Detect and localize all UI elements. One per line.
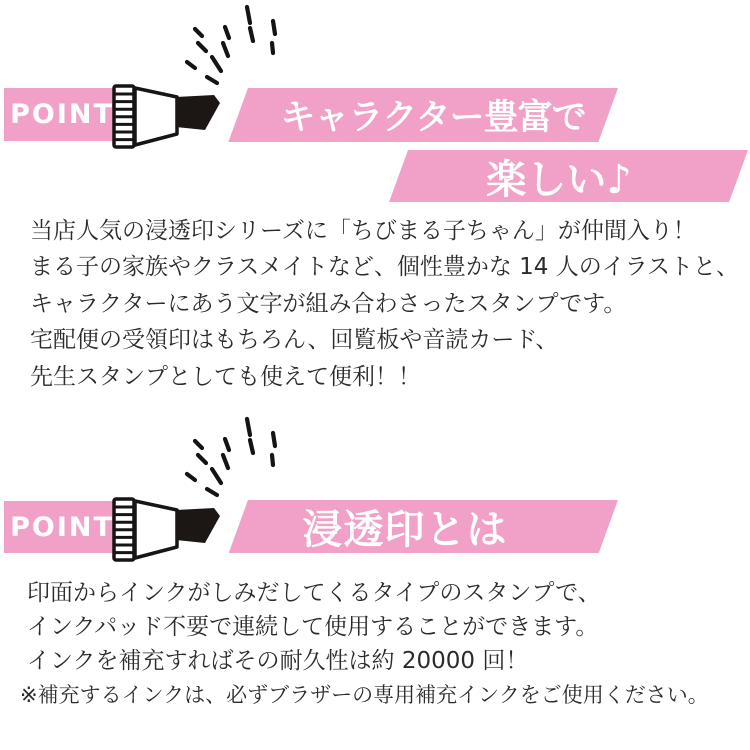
text-line: 宅配便の受領印はもちろん、回覧板や音読カード、 [30,327,559,354]
text-line: インクを補充すればその耐久性は約 20000 回！ [27,648,529,674]
text-line: まる子の家族やクラスメイトなど、個性豊かな 14 人のイラストと、 [30,254,740,281]
text-line: キャラクターにあう文字が組み合わさったスタンプです。 [30,290,627,317]
marker-pen-icon [110,81,228,153]
description-1 [30,213,739,395]
text-line: インクパッド不要で連続して使用することができます。 [27,614,599,640]
sparkle-rays-icon [172,2,290,90]
text-line: 印面からインクがしみだしてくるタイプのスタンプで、 [27,580,601,606]
point-badge-label: POINT [10,511,114,543]
sparkle-rays-icon [172,414,290,502]
banner-title-1-line1: キャラクター豊富で [228,88,618,142]
description-2 [20,576,709,712]
banner-title-2: 浸透印とは [229,500,618,553]
point-badge [4,501,114,553]
point-badge-label: POINT [10,99,114,130]
banner-title-1-line2: 楽しい♪ [389,150,748,202]
text-line: 当店人気の浸透印シリーズに「ちびまる子ちゃん」が仲間入り！ [30,218,696,244]
text-line-note: ※補充するインクは、必ずブラザーの専用補充インクをご使用ください。 [20,683,709,707]
marker-pen-icon [110,494,228,566]
point-badge [4,88,114,141]
text-line: 先生スタンプとしても使えて便利！！ [30,363,421,390]
